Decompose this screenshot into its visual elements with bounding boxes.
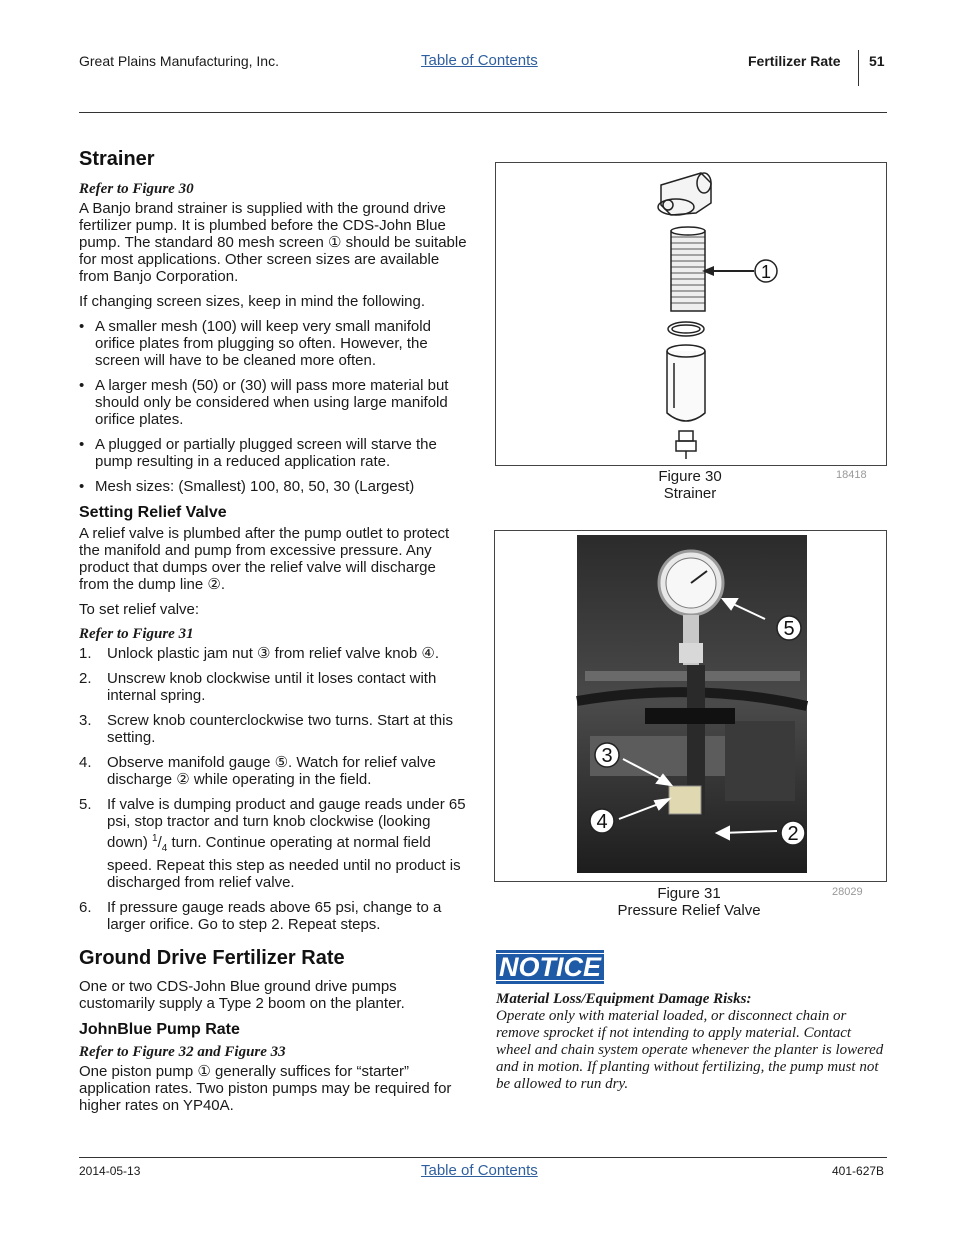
notice-heading: Material Loss/Equipment Damage Risks: [496,991,752,1007]
strainer-illustration [496,163,886,465]
callout-1: 1 [760,262,772,282]
figure-30-number: 18418 [836,469,867,481]
relief-para1: A relief valve is plumbed after the pump outlet to protect the manifold and pump from excessive pressure. Any product that dumps over the relief valve will discharge from the dump line ②. [79,525,450,593]
callout-4: 4 [596,811,608,833]
list-item: 5. If valve is dumping product and gauge reads under 65 psi, stop tractor and turn knob clockwise (looking down) $^1/_4$ turn. Continue operating at normal field speed. Repeat this step as needed until no product is discharged from relief valve. [79,796,466,891]
notice-text: Operate only with material loaded, or disconnect chain or remove sprocket if not intending to apply material. Contact wheel and chain system operate whenever the planter is lowered and in motion. If planting without fertilizing, the pump must not be allowed to run dry. [496,1008,884,1092]
bullet-icon: • [79,318,85,335]
header-rule [79,112,887,113]
page-number: 51 [869,53,885,69]
list-item: 6. If pressure gauge reads above 65 psi, change to a larger orifice. Go to step 2. Repeat steps. [79,899,442,933]
notice-badge: NOTICE [496,950,604,984]
list-item: 4. Observe manifold gauge ⑤. Watch for relief valve discharge ② while operating in the field. [79,754,436,788]
strainer-para1: A Banjo brand strainer is supplied with the ground drive fertilizer pump. It is plumbed before the CDS-John Blue pump. The standard 80 mesh screen ① should be suitable for most applications. Other screen sizes are available from Banjo Corporation. [79,200,467,285]
list-item: • A smaller mesh (100) will keep very small manifold orifice plates from plugging so often. However, the screen will have to be cleaned more often. [79,318,431,369]
callout-3: 3 [601,745,613,767]
figure-31-number: 28029 [832,886,863,898]
figure-30-frame [495,162,887,466]
strainer-heading: Strainer [79,148,155,170]
figure-30-caption: Figure 30 Strainer [658,468,722,502]
list-item: • Mesh sizes: (Smallest) 100, 80, 50, 30 (Largest) [79,478,415,495]
ground-para: One or two CDS-John Blue ground drive pumps customarily supply a Type 2 boom on the planter. [79,978,405,1012]
relief-valve-photo [495,531,886,881]
list-item: 2. Unscrew knob clockwise until it loses contact with internal spring. [79,670,437,704]
johnblue-ref: Refer to Figure 32 and Figure 33 [79,1044,286,1060]
relief-heading: Setting Relief Valve [79,504,227,521]
header-divider [858,50,859,86]
footer-toc-link[interactable]: Table of Contents [421,1162,538,1179]
strainer-bullet-list [79,318,469,495]
header-company: Great Plains Manufacturing, Inc. [79,53,279,69]
header-toc-link[interactable]: Table of Contents [421,52,538,69]
list-item: 1. Unlock plastic jam nut ③ from relief valve knob ④. [79,645,440,662]
list-item: 3. Screw knob counterclockwise two turns. Start at this setting. [79,712,453,746]
list-item: • A larger mesh (50) or (30) will pass more material but should only be considered when using large manifold orifice plates. [79,377,449,428]
footer-date: 2014-05-13 [79,1164,141,1178]
strainer-para2: If changing screen sizes, keep in mind the following. [79,293,426,310]
strainer-ref: Refer to Figure 30 [79,181,194,197]
figure-31-frame [494,530,887,882]
left-column [79,148,469,1114]
bullet-icon: • [79,377,85,394]
johnblue-para: One piston pump ① generally suffices for “starter” application rates. Two piston pumps may be required for higher rates on YP40A. [79,1063,452,1114]
bullet-icon: • [79,436,85,453]
footer-doc-number: 401-627B [832,1164,885,1178]
relief-steps [79,645,469,933]
relief-para2: To set relief valve: [79,601,200,618]
relief-ref: Refer to Figure 31 [79,626,194,642]
figure-31-caption: Figure 31 Pressure Relief Valve [617,885,761,919]
callout-2: 2 [787,823,799,845]
footer-rule [79,1157,887,1158]
list-item: • A plugged or partially plugged screen will starve the pump resulting in a reduced application rate. [79,436,437,470]
header-section: Fertilizer Rate [748,53,841,69]
bullet-icon: • [79,478,85,495]
johnblue-heading: JohnBlue Pump Rate [79,1021,240,1038]
ground-heading: Ground Drive Fertilizer Rate [79,947,345,969]
callout-5: 5 [783,618,795,640]
